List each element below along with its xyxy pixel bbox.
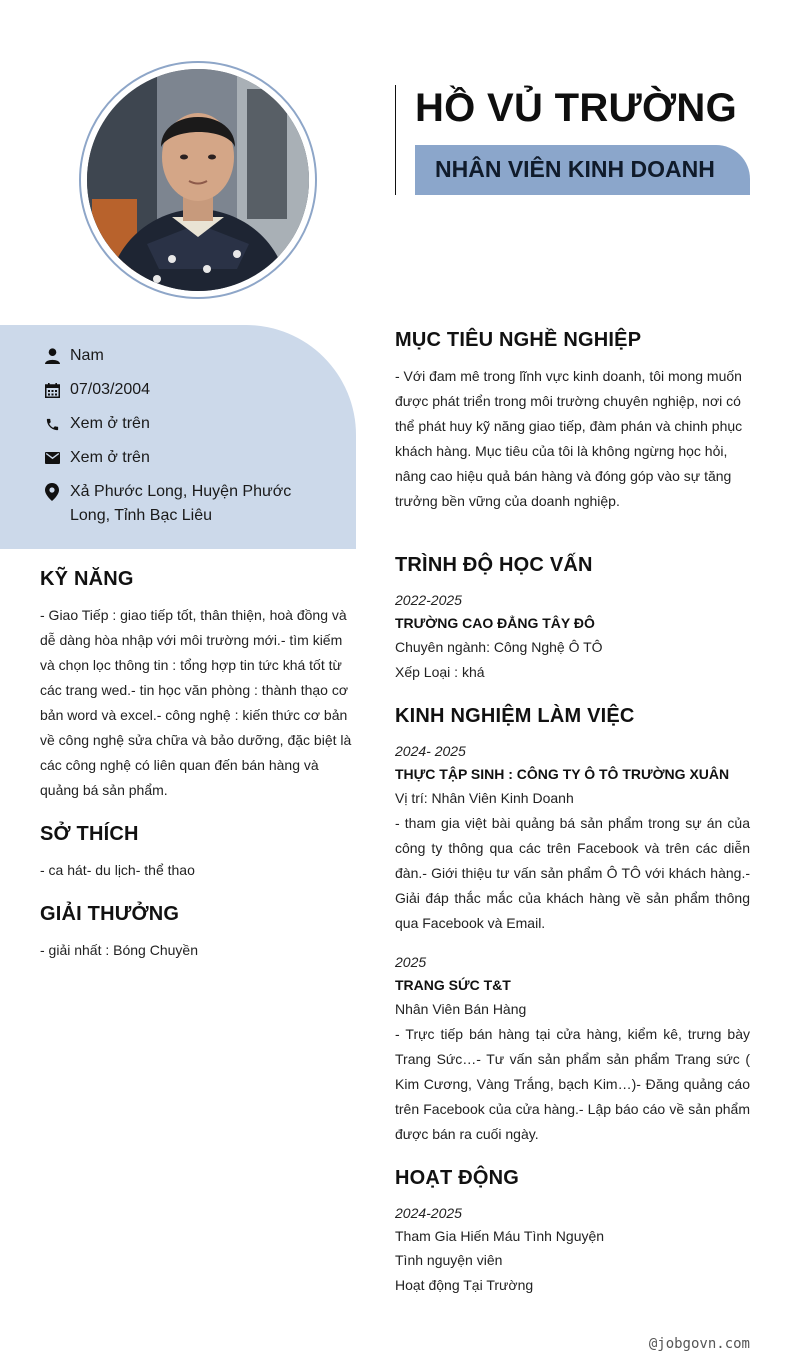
header-divider [395,85,396,195]
activities-heading: HOẠT ĐỘNG [395,1167,520,1189]
birthday-value: 07/03/2004 [70,381,151,398]
education-school: TRƯỜNG CAO ĐẲNG TÂY ĐÔ [395,615,595,631]
position-banner [415,145,750,195]
job-role: Vị trí: Nhân Viên Kinh Doanh [395,790,574,806]
candidate-name: HỒ VỦ TRƯỜNG [415,86,738,130]
position-title: NHÂN VIÊN KINH DOANH [435,156,715,182]
contact-phone [44,412,310,436]
education-rank: Xếp Loại : khá [395,664,485,680]
job-description: - tham gia việt bài quảng bá sản phẩm trong sự án của công ty thông qua các trên Facebook và trên các diễn đàn.- Giới thiệu tư vấn sản phẩm Ô TÔ với khách hàng.- Giải đáp thắc mắc của khách hàng về sản phẩm thông qua Facebook và Email. [395,815,750,931]
job-date: 2024- 2025 [395,743,466,759]
job-role: Nhân Viên Bán Hàng [395,1001,527,1017]
avatar [87,69,309,291]
contact-birthday [44,378,310,402]
job-description: - Trực tiếp bán hàng tại cửa hàng, kiểm kê, trưng bày Trang Sức…- Tư vấn sản phẩm sản phẩm Trang sức ( Kim Cương, Vàng Trắng, bạch Kim…)- Đăng quảng cáo trên Facebook của cửa hàng.- Lập báo cáo về sản phẩm được bán ra cuối ngày. [395,1026,750,1142]
hobbies-text: - ca hát- du lịch- thể thao [40,862,195,878]
person-icon [44,344,60,368]
job-date: 2025 [395,954,427,970]
watermark: @jobgovn.com [648,1336,750,1352]
contact-email [44,446,310,470]
experience-heading: KINH NGHIỆM LÀM VIỆC [395,705,635,727]
activity-detail: Hoạt động Tại Trường [395,1277,534,1293]
awards-heading: GIẢI THƯỞNG [40,903,180,925]
mail-icon [44,446,60,470]
hobbies-heading: SỞ THÍCH [40,823,139,845]
location-pin-icon [44,480,60,504]
contact-address [44,480,310,528]
address-value: Xả Phước Long, Huyện Phước Long, Tỉnh Bạc Liêu [70,483,292,524]
email-value: Xem ở trên [70,449,150,466]
activity-name: Tham Gia Hiến Máu Tình Nguyện [395,1228,605,1244]
education-major: Chuyên ngành: Công Nghệ Ô TÔ [395,639,603,655]
objective-heading: MỤC TIÊU NGHỀ NGHIỆP [395,329,642,351]
activity-role: Tình nguyện viên [395,1252,503,1268]
skills-heading: KỸ NĂNG [40,568,134,590]
objective-text: - Với đam mê trong lĩnh vực kinh doanh, tôi mong muốn được phát triển trong môi trường chuyên nghiệp, nơi có thể phát huy kỹ năng giao tiếp, đàm phán và chinh phục khách hàng. Mục tiêu của tôi là không ngừng học hỏi, nâng cao hiệu quả bán hàng và đóng góp vào sự tăng trưởng bền vững của doanh nghiệp. [395,368,743,509]
contact-gender [44,344,310,368]
gender-value: Nam [70,347,104,364]
skills-text: - Giao Tiếp : giao tiếp tốt, thân thiện, hoà đồng và dễ dàng hòa nhập với môi trường mới.- tìm kiếm và chọn lọc thông tin : tổng hợp tin tức khá tốt từ các trang wed.- tin học văn phòng : thành thạo cơ bản word và excel.- công nghệ : kiến thức cơ bản về công nghệ sửa chữa và bảo dưỡng, đặc biệt là các công nghệ có liên quan đến bán hàng và quảng bá sản phẩm. [40,607,352,798]
phone-value: Xem ở trên [70,415,150,432]
education-heading: TRÌNH ĐỘ HỌC VẤN [395,554,593,576]
awards-text: - giải nhất : Bóng Chuyền [40,942,198,958]
education-date: 2022-2025 [395,592,462,608]
phone-icon [44,412,60,436]
job-company: TRANG SỨC T&T [395,977,511,993]
calendar-icon [44,378,60,402]
activity-date: 2024-2025 [395,1205,462,1221]
job-company: THỰC TẬP SINH : CÔNG TY Ô TÔ TRƯỜNG XUÂN [395,766,730,782]
